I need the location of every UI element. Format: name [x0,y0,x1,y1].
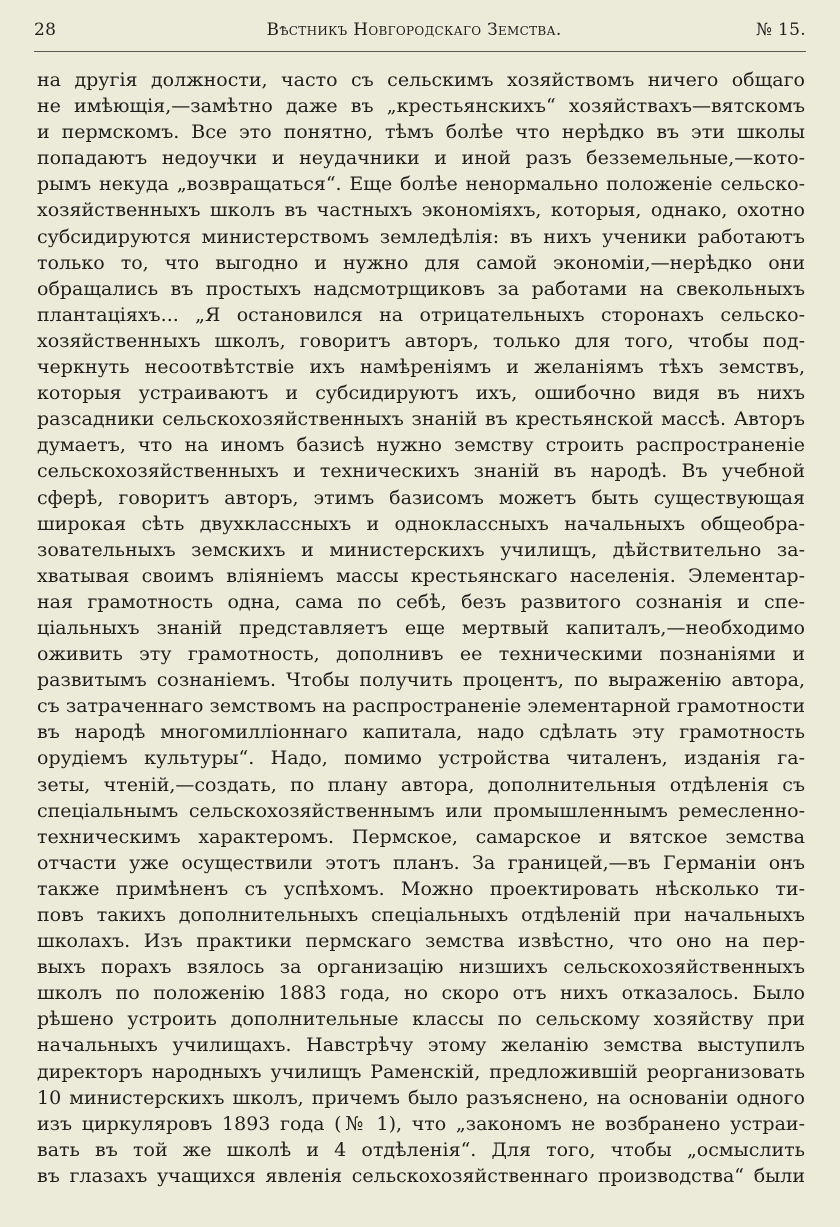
text-line: повъ такихъ дополнительныхъ спеціальныхъ отдѣленій при начальныхъ [37,904,805,926]
text-line: не имѣющія,—замѣтно даже въ „крестьянскихъ“ хозяйствахъ—вятскомъ [37,95,805,118]
text-line: начальныхъ училищахъ. Навстрѣчу этому желанію земства выступилъ [37,1034,805,1057]
text-line: ная грамотность одна, сама по себѣ, безъ развитого сознанія и спе- [37,590,805,613]
text-line: отчасти уже осуществили этотъ планъ. За границей,—въ Германіи онъ [37,851,805,874]
body-text [37,67,805,1189]
page-number: 28 [34,20,57,40]
text-line: хватывая своимъ вліяніемъ массы крестьянскаго населенія. Элементар- [37,564,805,587]
text-line: школъ по положенію 1883 года, но скоро отъ нихъ отказалось. Было [37,982,805,1005]
text-line: также примѣненъ съ успѣхомъ. Можно проектировать нѣсколько ти- [37,877,805,900]
text-line: оживить эту грамотность, дополнивъ ее техническими познаніями и [37,643,805,666]
text-line: рымъ некуда „возвращаться“. Еще болѣе ненормально положеніе сельско- [37,173,805,196]
text-line: сферѣ, говоритъ авторъ, этимъ базисомъ можетъ быть существующая [37,486,805,509]
header-rule [34,51,806,52]
text-line: въ народѣ многомилліоннаго капитала, надо сдѣлать эту грамотность [37,721,805,744]
text-line: на другія должности, часто съ сельскимъ хозяйствомъ ничего общаго [37,69,805,91]
text-line: зеты, чтеній,—создать, по плану автора, дополнительныя отдѣленія съ [37,773,805,796]
text-line: плантаціяхъ... „Я остановился на отрицательныхъ сторонахъ сельско- [37,303,805,326]
text-line: съ затраченнаго земствомъ на распространеніе элементарной грамотности [37,695,805,718]
text-line: думаетъ, что на иномъ базисѣ нужно земству строить распространеніе [37,434,805,457]
text-line: широкая сѣть двухклассныхъ и одноклассныхъ начальныхъ общеобра- [37,512,805,535]
issue-number: № 15. [755,20,806,40]
text-line: попадаютъ недоучки и неудачники и иной разъ безземельные,—кото- [37,147,805,170]
journal-title: Вѣстникъ Новгородскаго Земства. [266,20,562,40]
text-line: хозяйственныхъ школъ, говоритъ авторъ, только для того, чтобы под- [37,329,805,352]
text-line: субсидируются министерствомъ земледѣлія: въ нихъ ученики работаютъ [37,225,805,248]
text-line: спеціальнымъ сельскохозяйственнымъ или промышленнымъ ремесленно- [37,799,805,822]
text-line: которыя устраиваютъ и субсидируютъ ихъ, ошибочно видя въ нихъ [37,382,805,405]
text-line: черкнуть несоотвѣтствіе ихъ намѣреніямъ и желаніямъ тѣхъ земствъ, [37,356,805,379]
text-line: хозяйственныхъ школъ въ частныхъ экономіяхъ, которыя, однако, охотно [37,199,805,222]
text-line: школахъ. Изъ практики пермскаго земства извѣстно, что оно на пер- [37,930,805,953]
text-line: только то, что выгодно и нужно для самой экономіи,—нерѣдко они [37,251,805,274]
text-line: рѣшено устроить дополнительные классы по сельскому хозяйству при [37,1008,805,1031]
text-line: техническимъ характеромъ. Пермское, самарское и вятское земства [37,825,805,848]
text-line: орудіемъ культуры“. Надо, помимо устройства читаленъ, изданія га- [37,747,805,770]
text-line: ціальныхъ знаній представляетъ еще мертвый капиталъ,—необходимо [37,616,805,639]
text-line: 10 министерскихъ школъ, причемъ было разъяснено, на основаніи одного [37,1086,805,1109]
running-header [34,20,806,46]
text-line: изъ циркуляровъ 1893 года (№ 1), что „закономъ не возбранено устраи- [37,1112,805,1135]
text-line: зовательныхъ земскихъ и министерскихъ училищъ, дѣйствительно за- [37,538,805,561]
text-line: обращались въ простыхъ надсмотрщиковъ за работами на свекольныхъ [37,277,805,300]
text-line: директоръ народныхъ училищъ Раменскій, предложившій реорганизовать [37,1060,805,1083]
text-line: вать въ той же школѣ и 4 отдѣленія“. Для того, чтобы „осмыслить [37,1138,805,1161]
text-line: въ глазахъ учащихся явленія сельскохозяйственнаго производства“ были [37,1164,805,1187]
text-line: и пермскомъ. Все это понятно, тѣмъ болѣе что нерѣдко въ эти школы [37,121,805,144]
text-line: разсадники сельскохозяйственныхъ знаній въ крестьянской массѣ. Авторъ [37,408,805,431]
text-line: сельскохозяйственныхъ и техническихъ знаній въ народѣ. Въ учебной [37,460,805,483]
text-line: развитымъ сознаніемъ. Чтобы получить процентъ, по выраженію автора, [37,669,805,692]
text-line: выхъ порахъ взялось за организацію низшихъ сельскохозяйственныхъ [37,956,805,979]
